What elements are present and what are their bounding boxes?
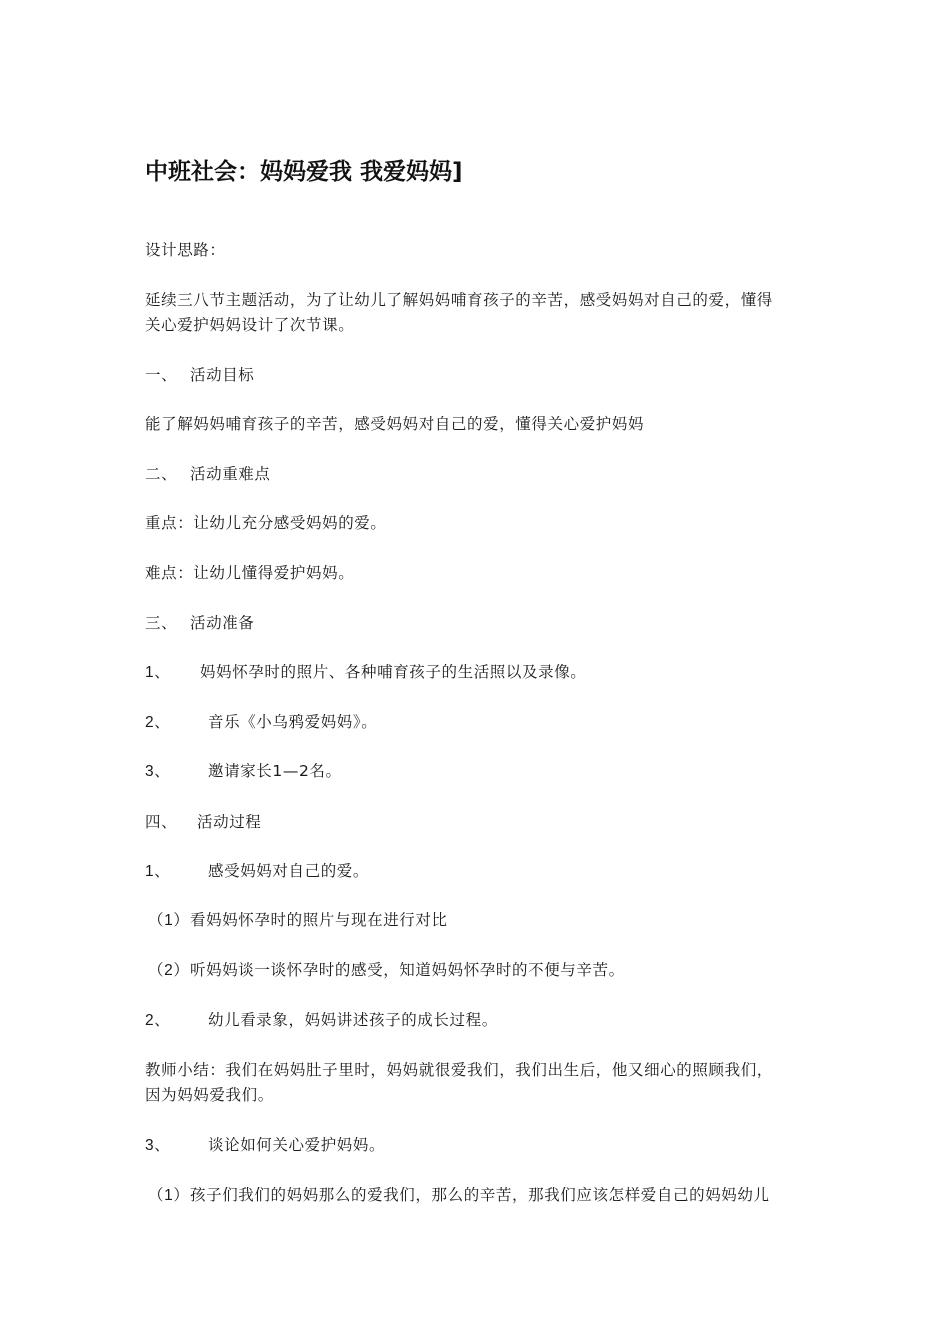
process-step-1-sub-1 [145,910,448,930]
difficulty-text: 难点：让幼儿懂得爱护妈妈。 [145,564,355,582]
section-4-title: 活动过程 [197,813,262,831]
page-title: 中班社会：妈妈爱我 我爱妈妈] [145,159,463,185]
process-step-3-sub-1-marker: （1） [148,1187,190,1204]
process-step-1-sub-2 [145,960,625,980]
process-step-2-text: 幼儿看录象，妈妈讲述孩子的成长过程。 [208,1011,498,1029]
process-step-1-sub-2-marker: （2） [148,962,190,979]
section-1-marker: 一、 [145,367,178,384]
section-4-heading [145,812,261,832]
section-1-title: 活动目标 [190,366,255,384]
process-step-3-marker: 3、 [145,1137,171,1154]
section-3-heading [145,613,254,633]
prep-item-1 [145,662,586,682]
process-step-3-text: 谈论如何关心爱护妈妈。 [208,1136,386,1154]
prep-item-2-text: 音乐《小乌鸦爱妈妈》。 [208,713,378,731]
process-step-3-sub-1-text: 孩子们我们的妈妈那么的爱我们，那么的辛苦，那我们应该怎样爱自己的妈妈幼儿 [190,1186,770,1204]
section-3-marker: 三、 [145,615,178,632]
prep-item-2-marker: 2、 [145,714,171,731]
design-paragraph-line-1: 延续三八节主题活动，为了让幼儿了解妈妈哺育孩子的辛苦，感受妈妈对自己的爱，懂得 [145,291,773,309]
section-2-title: 活动重难点 [190,465,271,483]
prep-item-3-text: 邀请家长1—2名。 [208,762,342,780]
section-3-title: 活动准备 [190,614,255,632]
process-step-1 [145,861,369,881]
teacher-summary-line-1: 教师小结：我们在妈妈肚子里时，妈妈就很爱我们，我们出生后，他又细心的照顾我们， [145,1061,773,1079]
section-1-heading [145,365,254,385]
design-paragraph-line-2: 关心爱护妈妈设计了次节课。 [145,316,355,334]
section-2-heading [145,464,271,484]
section-1-text: 能了解妈妈哺育孩子的辛苦，感受妈妈对自己的爱，懂得关心爱护妈妈 [145,415,645,433]
process-step-2 [145,1010,498,1030]
prep-item-3 [145,761,342,781]
process-step-1-sub-1-marker: （1） [148,912,190,929]
prep-item-2 [145,712,377,732]
process-step-3-sub-1 [145,1185,770,1205]
process-step-3 [145,1135,385,1155]
section-4-marker: 四、 [145,814,178,831]
prep-item-3-marker: 3、 [145,763,171,780]
process-step-1-sub-2-text: 听妈妈谈一谈怀孕时的感受，知道妈妈怀孕时的不便与辛苦。 [190,961,625,979]
process-step-2-marker: 2、 [145,1012,171,1029]
process-step-1-sub-1-text: 看妈妈怀孕时的照片与现在进行对比 [190,911,448,929]
prep-item-1-marker: 1、 [145,664,171,681]
design-heading: 设计思路： [145,241,226,259]
prep-item-1-text: 妈妈怀孕时的照片、各种哺育孩子的生活照以及录像。 [200,663,587,681]
process-step-1-marker: 1、 [145,863,171,880]
teacher-summary-line-2: 因为妈妈爱我们。 [145,1086,274,1104]
section-2-marker: 二、 [145,466,178,483]
key-point-text: 重点：让幼儿充分感受妈妈的爱。 [145,514,387,532]
process-step-1-text: 感受妈妈对自己的爱。 [208,862,370,880]
